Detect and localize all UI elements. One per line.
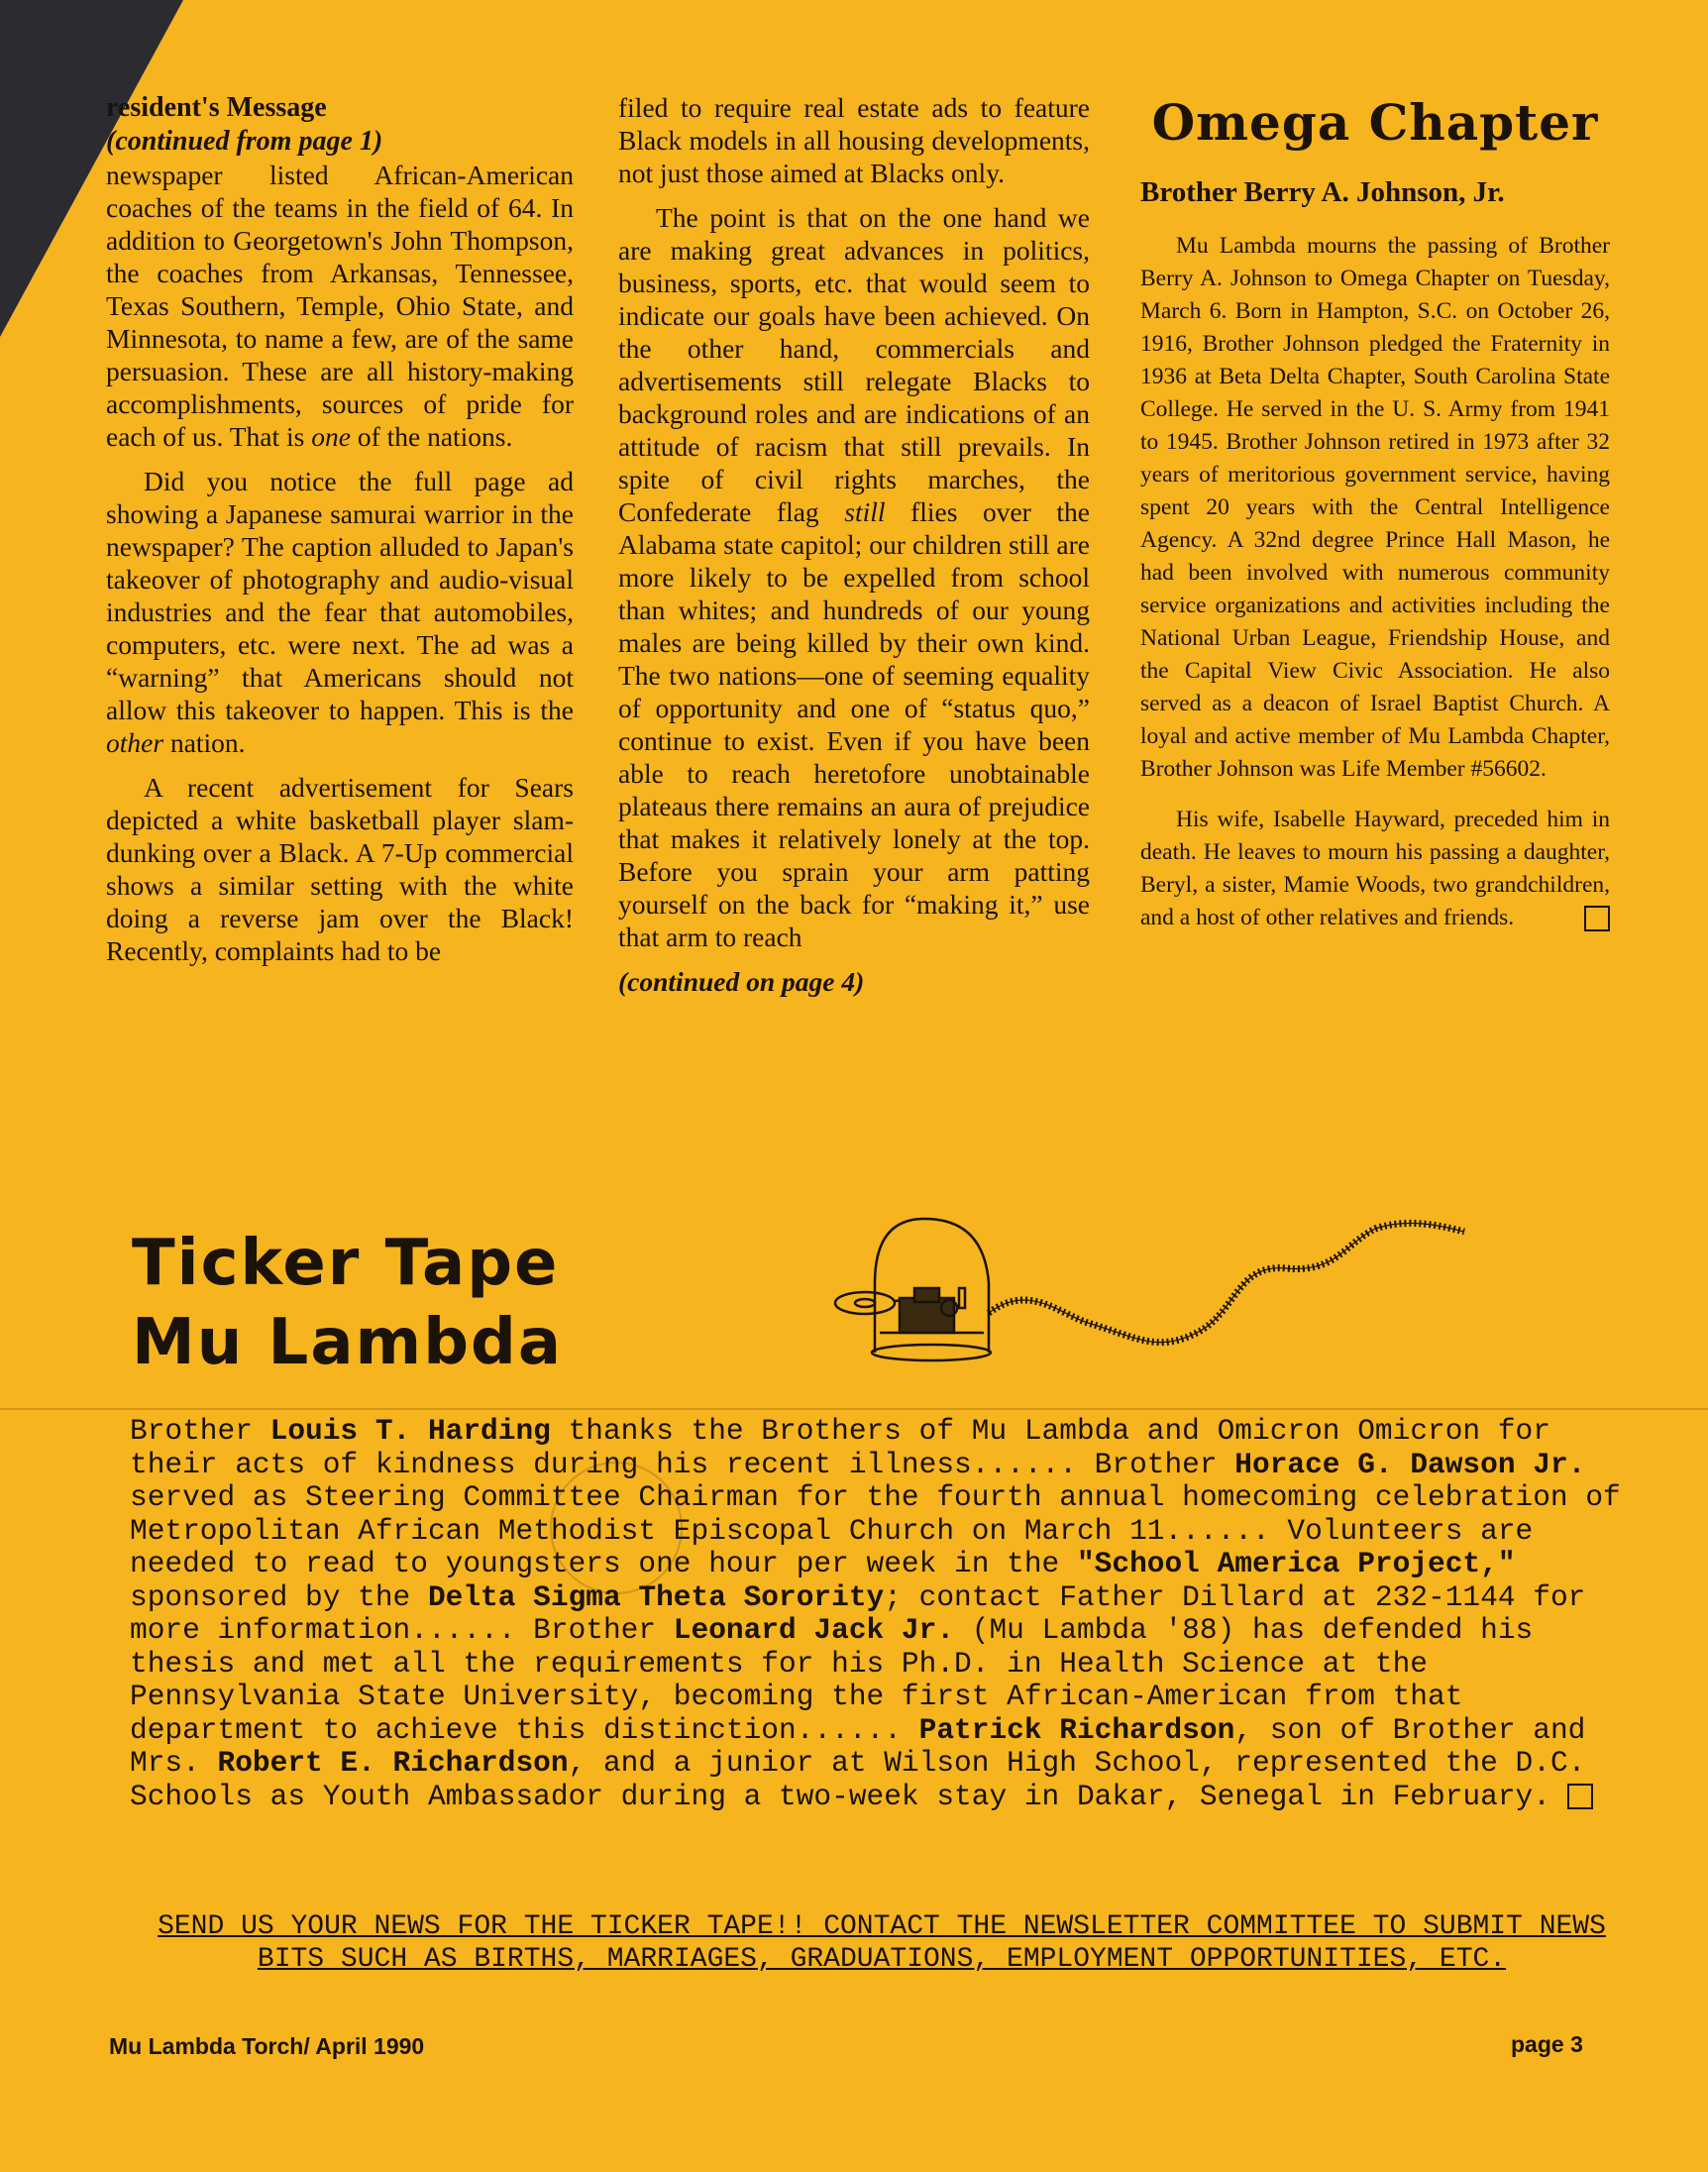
omega-chapter-title: Omega Chapter	[1151, 93, 1599, 152]
sorority-bold: Delta Sigma Theta Sorority	[427, 1579, 885, 1614]
paragraph: A recent advertisement for Sears depicted a white basketball player slam-dunking over a Black. A 7-Up commercial shows a similar setting with the white doing a reverse jam over the Black! Recently, complaints had to be	[106, 772, 574, 966]
footer-publication: Mu Lambda Torch/ April 1990	[109, 2033, 425, 2059]
name-bold: Louis T. Harding	[269, 1414, 551, 1448]
paragraph: filed to require real estate ads to feature Black models in all housing developments, not just those aimed at Blacks only.	[618, 92, 1090, 188]
name-bold: Leonard Jack Jr.	[673, 1613, 955, 1647]
ticker-tape	[989, 1223, 1464, 1342]
paragraph: Mu Lambda mourns the passing of Brother Berry A. Johnson to Omega Chapter on Tuesday, March 6. Born in Hampton, S.C. on October 26, 1916, Brother Johnson pledged the Fraternity in 1936 at Beta Delta Chapter, South Carolina State College. He served in the U. S. Army from 1941 to 1945. Brother Johnson retired in 1973 after 32 years of meritorious government service, having spent 20 years with the Central Intelligence Agency. A 32nd degree Prince Hall Mason, he had been involved with numerous community service organizations and activities including the National Urban League, Friendship House, and the Capital View Civic Association. He also served as a deacon of Israel Baptist Church. A loyal and active member of Mu Lambda Chapter, Brother Johnson was Life Member #56602.	[1140, 233, 1610, 782]
end-mark-box	[1584, 906, 1610, 931]
name-bold: Horace G. Dawson Jr.	[1234, 1447, 1586, 1481]
page-fold-line	[0, 1408, 1708, 1410]
ticker-tape-news: Brother Louis T. Harding thanks the Brothers of Mu Lambda and Omicron Omicron for their acts of kindness during his recent illness...... Brother Horace G. Dawson Jr. served as Steering Committee Chairman for the fourth annual homecoming celebration of Metropolitan African Methodist Episcopal Church on March 11...... Volunteers are needed to read to youngsters one hour per week in the "School America Project," sponsored by the Delta Sigma Theta Sorority; contact Father Dillard at 232-1144 for more information...... Brother Leonard Jack Jr. (Mu Lambda '88) has defended his thesis and met all the requirements for his Ph.D. in Health Science at the Pennsylvania State University, becoming the first African-American from that department to achieve this distinction...... Patrick Richardson, son of Brother and Mrs. Robert E. Richardson, and a junior at Wilson High School, represented the D.C. Schools as Youth Ambassador during a two-week stay in Dakar, Senegal in February.	[130, 1414, 1621, 1813]
ticker-tape-title-line2: Mu Lambda	[132, 1306, 563, 1379]
name-bold: Patrick Richardson	[918, 1712, 1235, 1747]
paragraph: newspaper listed African-American coaches of the teams in the field of 64. In addition to Georgetown's John Thompson, the coaches from Arkansas, Tennessee, Texas Southern, Temple, Ohio State, and Minnesota, to name a few, are of the same persuasion. These are all history-making accomplishments, sources of pride for each of us. That is one of the nations.	[106, 160, 574, 452]
tape-reel	[835, 1292, 895, 1314]
ticker-machine-illustration	[820, 1214, 1504, 1372]
end-mark-box	[1567, 1784, 1593, 1809]
continued-on-note: (continued on page 4)	[618, 966, 865, 997]
presidents-message-column	[106, 91, 574, 979]
continued-from-note: (continued from page 1)	[106, 126, 383, 157]
paragraph: The point is that on the one hand we are making great advances in politics, business, sports, etc. that would seem to indicate our goals have been achieved. On the other hand, commercials and advertisements still relegate Blacks to background roles and are indications of an attitude of racism that still prevails. In spite of civil rights marches, the Confederate flag still flies over the Alabama state capitol; our children still are more likely to be expelled from school than whites; and hundreds of our young males are being killed by their own kind. The two nations—one of seeming equality of opportunity and one of “status quo,” continue to exist. Even if you have been able to reach heretofore unobtainable plateaus there remains an aura of prejudice that makes it relatively lonely at the top. Before you sprain your arm patting yourself on the back for “making it,” use that arm to reach	[618, 202, 1090, 952]
omega-chapter-column	[1140, 91, 1610, 952]
footer-page-number: page 3	[1511, 2031, 1583, 2057]
presidents-message-continued-column	[618, 91, 1090, 998]
name-bold: Robert E. Richardson	[217, 1746, 569, 1780]
paragraph: Did you notice the full page ad showing a Japanese samurai warrior in the newspaper? The caption alluded to Japan's takeover of photography and audio-visual industries and the fear that automobiles, computers, etc. were next. The ad was a “warning” that Americans should not allow this takeover to happen. This is the other nation.	[106, 466, 574, 758]
ticker-tape-title-line1: Ticker Tape	[132, 1227, 560, 1300]
obituary-name: Brother Berry A. Johnson, Jr.	[1140, 176, 1505, 208]
paragraph: His wife, Isabelle Hayward, preceded him in death. He leaves to mourn his passing a daughter, Beryl, a sister, Mamie Woods, two grandchildren, and a host of other relatives and friends.	[1140, 807, 1610, 930]
project-bold: "School America Project,"	[1076, 1547, 1516, 1580]
submit-news-notice: SEND US YOUR NEWS FOR THE TICKER TAPE!! CONTACT THE NEWSLETTER COMMITTEE TO SUBMIT NEWS BITS SUCH AS BIRTHS, MARRIAGES, GRADUATIONS, EMPLOYMENT OPPORTUNITIES, ETC.	[158, 1911, 1606, 1975]
column-heading: resident's Message	[106, 92, 327, 123]
ticker-tape-title	[132, 1224, 563, 1382]
